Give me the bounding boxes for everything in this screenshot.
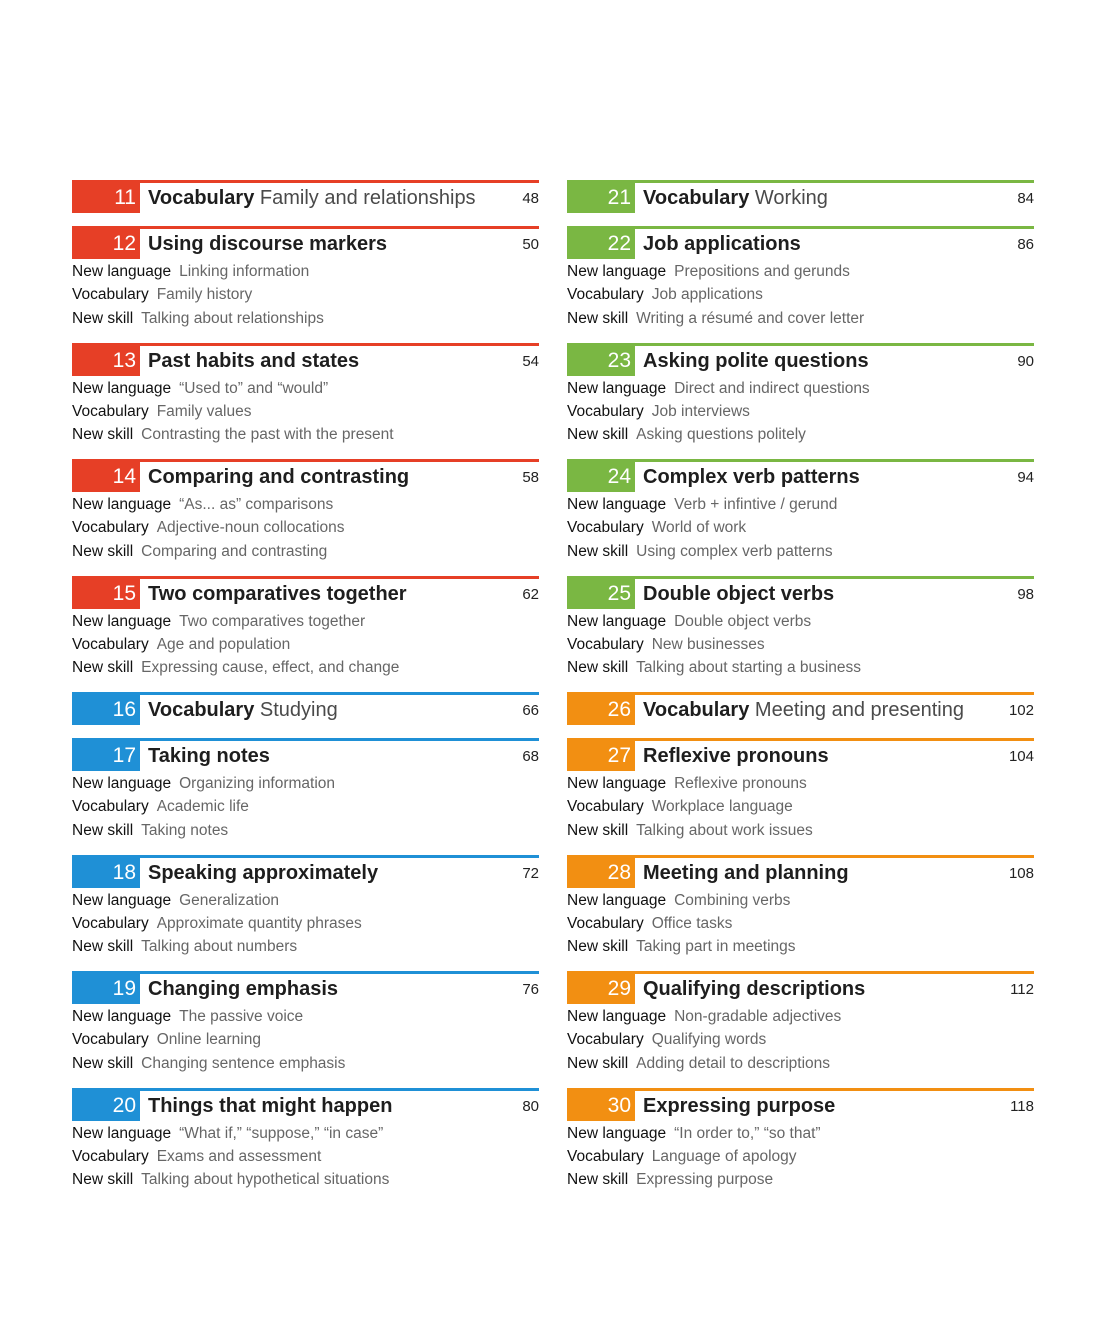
- new-skill-label: New skill: [567, 1171, 629, 1189]
- unit-number: 16: [72, 695, 140, 725]
- vocabulary-label: Vocabulary: [567, 914, 644, 932]
- entry-header: [567, 858, 1034, 888]
- new-skill-value: Taking notes: [141, 821, 229, 839]
- new-language-line: [72, 1005, 539, 1028]
- toc-entry[interactable]: [567, 576, 1034, 693]
- toc-entry[interactable]: [72, 971, 539, 1088]
- new-skill-value: Taking part in meetings: [636, 938, 796, 956]
- new-skill-label: New skill: [567, 309, 629, 327]
- page-number: 94: [1017, 469, 1034, 486]
- new-skill-label: New skill: [567, 821, 629, 839]
- vocabulary-line: [72, 400, 539, 423]
- new-language-label: New language: [567, 775, 667, 792]
- new-language-line: [72, 772, 539, 795]
- new-skill-line: [567, 540, 1034, 563]
- new-skill-value: Talking about hypothetical situations: [141, 1171, 390, 1189]
- unit-number: 13: [72, 346, 140, 376]
- new-language-label: New language: [567, 496, 667, 513]
- unit-details: [72, 259, 539, 330]
- unit-title-text: Meeting and planning: [643, 861, 849, 884]
- page-number: 80: [522, 1097, 539, 1115]
- vocabulary-line: [72, 283, 539, 306]
- toc-entry[interactable]: [72, 692, 539, 738]
- page-number: 62: [522, 585, 539, 603]
- new-skill-label: New skill: [72, 542, 134, 560]
- vocabulary-value: Approximate quantity phrases: [156, 914, 362, 932]
- new-skill-value: Talking about relationships: [141, 309, 324, 327]
- new-language-line: [72, 493, 539, 516]
- unit-details: [567, 609, 1034, 680]
- unit-title: [148, 974, 338, 1004]
- new-skill-value: Writing a résumé and cover letter: [636, 309, 865, 327]
- vocabulary-line: [567, 795, 1034, 818]
- toc-entry[interactable]: [567, 180, 1034, 226]
- toc-entry[interactable]: [72, 180, 539, 226]
- page-number: 118: [1010, 1097, 1034, 1115]
- unit-title-text: Vocabulary: [643, 699, 750, 721]
- vocabulary-label: Vocabulary: [72, 519, 149, 537]
- new-language-value: Prepositions and gerunds: [674, 263, 850, 280]
- new-language-label: New language: [72, 263, 172, 280]
- unit-title: [643, 346, 869, 376]
- new-language-label: New language: [72, 1008, 172, 1025]
- entry-header: [567, 229, 1034, 259]
- unit-details: [72, 376, 539, 447]
- page-number: 84: [1017, 190, 1034, 207]
- unit-title: [148, 1091, 392, 1121]
- toc-entry[interactable]: [567, 692, 1034, 738]
- unit-title-text: Reflexive pronouns: [643, 745, 829, 767]
- new-language-value: Non-gradable adjectives: [674, 1008, 842, 1025]
- unit-title-text: Complex verb patterns: [643, 466, 860, 488]
- new-skill-line: [567, 307, 1034, 330]
- toc-entry[interactable]: [72, 459, 539, 576]
- unit-title: [148, 579, 407, 609]
- unit-title-text: Vocabulary: [148, 699, 255, 721]
- unit-title: [643, 229, 801, 259]
- unit-number: 23: [567, 346, 635, 376]
- unit-number: 29: [567, 974, 635, 1004]
- unit-title: [148, 695, 338, 725]
- new-language-line: [567, 610, 1034, 633]
- new-skill-value: Contrasting the past with the present: [141, 426, 394, 444]
- new-language-value: “As... as” comparisons: [179, 496, 334, 513]
- new-language-line: [567, 1122, 1034, 1145]
- unit-title-text: Vocabulary: [148, 187, 255, 209]
- entry-header: [567, 579, 1034, 609]
- entry-header: [567, 695, 1034, 725]
- new-language-label: New language: [567, 1008, 667, 1025]
- vocabulary-line: [567, 1028, 1034, 1051]
- vocabulary-line: [72, 516, 539, 539]
- unit-title-text: Asking polite questions: [643, 349, 869, 372]
- vocabulary-line: [567, 400, 1034, 423]
- vocabulary-line: [567, 633, 1034, 656]
- page-number: 90: [1017, 352, 1034, 370]
- unit-number: 21: [567, 183, 635, 213]
- toc-entry[interactable]: [72, 226, 539, 343]
- vocabulary-label: Vocabulary: [567, 286, 644, 304]
- new-skill-value: Talking about work issues: [636, 821, 813, 839]
- contents-column-left: [72, 180, 539, 1204]
- new-language-value: “In order to,” “so that”: [674, 1124, 821, 1142]
- toc-entry[interactable]: [72, 1088, 539, 1205]
- vocabulary-value: Online learning: [156, 1031, 261, 1049]
- vocabulary-line: [567, 912, 1034, 935]
- new-language-label: New language: [567, 1124, 667, 1142]
- unit-title-text: Job applications: [643, 233, 801, 255]
- new-language-value: Combining verbs: [674, 891, 791, 909]
- vocabulary-value: New businesses: [651, 635, 765, 653]
- new-skill-label: New skill: [567, 426, 629, 444]
- vocabulary-value: Job applications: [651, 286, 763, 304]
- vocabulary-line: [72, 912, 539, 935]
- new-language-value: Verb + infintive / gerund: [674, 496, 838, 513]
- new-skill-label: New skill: [72, 938, 134, 956]
- vocabulary-line: [567, 283, 1034, 306]
- new-language-line: [72, 260, 539, 283]
- unit-details: [72, 492, 539, 563]
- entry-header: [72, 858, 539, 888]
- unit-title-text: Speaking approximately: [148, 861, 379, 884]
- new-skill-label: New skill: [567, 542, 629, 560]
- vocabulary-label: Vocabulary: [72, 402, 149, 420]
- new-language-value: Reflexive pronouns: [674, 775, 807, 792]
- vocabulary-label: Vocabulary: [567, 402, 644, 420]
- unit-title-text: Qualifying descriptions: [643, 978, 866, 1000]
- new-language-line: [567, 772, 1034, 795]
- new-skill-line: [72, 656, 539, 679]
- entry-header: [567, 974, 1034, 1004]
- page-number: 76: [522, 981, 539, 998]
- unit-title: [148, 462, 409, 492]
- unit-details: [567, 771, 1034, 842]
- vocabulary-value: Qualifying words: [651, 1031, 767, 1049]
- new-skill-value: Expressing cause, effect, and change: [141, 659, 400, 677]
- unit-title: [643, 462, 860, 492]
- unit-details: [567, 492, 1034, 563]
- vocabulary-value: Family values: [156, 402, 252, 420]
- new-language-value: Generalization: [179, 891, 280, 909]
- entry-header: [567, 183, 1034, 213]
- page-number: 66: [522, 702, 539, 719]
- vocabulary-label: Vocabulary: [72, 798, 149, 816]
- entry-header: [72, 695, 539, 725]
- new-skill-line: [72, 935, 539, 958]
- new-skill-line: [567, 1168, 1034, 1191]
- entry-header: [72, 229, 539, 259]
- new-language-label: New language: [567, 612, 667, 630]
- vocabulary-line: [72, 633, 539, 656]
- page-number: 58: [522, 469, 539, 486]
- new-skill-label: New skill: [567, 938, 629, 956]
- new-language-line: [72, 1122, 539, 1145]
- new-skill-line: [72, 423, 539, 446]
- entry-header: [567, 346, 1034, 376]
- unit-subtitle: Working: [754, 187, 828, 209]
- unit-number: 17: [72, 741, 140, 771]
- new-language-line: [72, 889, 539, 912]
- vocabulary-label: Vocabulary: [72, 914, 149, 932]
- new-language-line: [567, 1005, 1034, 1028]
- unit-title: [643, 183, 828, 213]
- unit-title: [148, 741, 270, 771]
- new-skill-label: New skill: [72, 821, 134, 839]
- new-language-label: New language: [567, 891, 667, 909]
- entry-header: [72, 462, 539, 492]
- new-skill-value: Changing sentence emphasis: [141, 1054, 346, 1072]
- new-skill-label: New skill: [72, 659, 134, 677]
- unit-details: [567, 259, 1034, 330]
- page-number: 48: [522, 190, 539, 207]
- unit-number: 20: [72, 1091, 140, 1121]
- unit-title-text: Vocabulary: [643, 187, 750, 209]
- page-number: 104: [1008, 748, 1034, 765]
- vocabulary-value: Language of apology: [651, 1147, 797, 1165]
- new-skill-label: New skill: [72, 426, 134, 444]
- vocabulary-line: [72, 1145, 539, 1168]
- toc-entry[interactable]: [72, 738, 539, 855]
- unit-number: 11: [72, 183, 140, 213]
- new-language-line: [567, 260, 1034, 283]
- page-number: 54: [522, 352, 539, 370]
- unit-number: 18: [72, 858, 140, 888]
- vocabulary-value: Office tasks: [651, 914, 733, 932]
- new-skill-label: New skill: [567, 1054, 629, 1072]
- vocabulary-value: Academic life: [156, 798, 249, 816]
- toc-entry[interactable]: [567, 855, 1034, 972]
- page-number: 86: [1017, 236, 1034, 253]
- vocabulary-value: World of work: [651, 519, 747, 537]
- vocabulary-label: Vocabulary: [567, 1031, 644, 1049]
- entry-header: [72, 183, 539, 213]
- entry-header: [72, 579, 539, 609]
- new-language-label: New language: [72, 891, 172, 909]
- unit-number: 19: [72, 974, 140, 1004]
- new-skill-line: [72, 307, 539, 330]
- new-skill-line: [72, 540, 539, 563]
- unit-title: [148, 858, 378, 888]
- entry-header: [567, 462, 1034, 492]
- contents-column-right: [567, 180, 1034, 1204]
- toc-entry[interactable]: [72, 576, 539, 693]
- unit-title: [148, 183, 476, 213]
- unit-number: 27: [567, 741, 635, 771]
- unit-title: [148, 229, 387, 259]
- new-skill-line: [567, 656, 1034, 679]
- new-skill-line: [567, 819, 1034, 842]
- unit-details: [72, 771, 539, 842]
- unit-title: [643, 579, 834, 609]
- new-skill-label: New skill: [567, 659, 629, 677]
- unit-details: [72, 609, 539, 680]
- new-language-label: New language: [72, 1124, 172, 1142]
- vocabulary-label: Vocabulary: [567, 519, 644, 537]
- new-skill-line: [567, 423, 1034, 446]
- toc-entry[interactable]: [567, 343, 1034, 460]
- unit-number: 12: [72, 229, 140, 259]
- new-language-line: [567, 377, 1034, 400]
- vocabulary-line: [567, 1145, 1034, 1168]
- vocabulary-label: Vocabulary: [72, 635, 149, 653]
- unit-title-text: Comparing and contrasting: [148, 466, 410, 488]
- new-skill-value: Adding detail to descriptions: [636, 1054, 831, 1072]
- toc-entry[interactable]: [567, 459, 1034, 576]
- new-language-line: [72, 610, 539, 633]
- toc-entry[interactable]: [72, 855, 539, 972]
- new-language-line: [567, 493, 1034, 516]
- vocabulary-value: Exams and assessment: [156, 1147, 322, 1165]
- page-number: 68: [522, 748, 539, 765]
- new-language-label: New language: [72, 496, 172, 513]
- page-number: 102: [1008, 702, 1034, 719]
- entry-header: [72, 346, 539, 376]
- new-language-value: The passive voice: [179, 1008, 304, 1025]
- vocabulary-value: Workplace language: [651, 798, 793, 816]
- unit-title: [643, 695, 964, 725]
- unit-number: 22: [567, 229, 635, 259]
- entry-header: [72, 1091, 539, 1121]
- vocabulary-value: Family history: [156, 286, 253, 304]
- new-skill-line: [567, 935, 1034, 958]
- unit-subtitle: Family and relationships: [259, 187, 476, 209]
- unit-title-text: Using discourse markers: [148, 233, 387, 255]
- entry-header: [567, 1091, 1034, 1121]
- new-language-line: [72, 377, 539, 400]
- vocabulary-value: Job interviews: [651, 402, 750, 420]
- page-number: 98: [1017, 585, 1034, 603]
- new-language-value: Direct and indirect questions: [674, 379, 870, 397]
- toc-entry[interactable]: [567, 738, 1034, 855]
- new-skill-line: [567, 1052, 1034, 1075]
- unit-details: [567, 1004, 1034, 1075]
- vocabulary-label: Vocabulary: [567, 1147, 644, 1165]
- vocabulary-value: Age and population: [156, 635, 291, 653]
- page-number: 112: [1010, 981, 1034, 998]
- unit-number: 25: [567, 579, 635, 609]
- new-skill-line: [72, 1168, 539, 1191]
- new-skill-label: New skill: [72, 1054, 134, 1072]
- new-language-value: Double object verbs: [674, 612, 812, 630]
- unit-title: [148, 346, 359, 376]
- unit-details: [72, 888, 539, 959]
- toc-entry[interactable]: [567, 226, 1034, 343]
- new-language-label: New language: [567, 263, 667, 280]
- unit-title-text: Changing emphasis: [148, 978, 339, 1000]
- vocabulary-line: [72, 795, 539, 818]
- entry-header: [567, 741, 1034, 771]
- vocabulary-label: Vocabulary: [72, 286, 149, 304]
- vocabulary-label: Vocabulary: [72, 1147, 149, 1165]
- unit-title-text: Past habits and states: [148, 349, 360, 372]
- new-skill-value: Talking about starting a business: [636, 659, 862, 677]
- unit-number: 28: [567, 858, 635, 888]
- vocabulary-line: [567, 516, 1034, 539]
- new-language-value: “What if,” “suppose,” “in case”: [179, 1124, 384, 1142]
- unit-number: 30: [567, 1091, 635, 1121]
- toc-entry[interactable]: [567, 1088, 1034, 1205]
- new-language-value: Organizing information: [179, 775, 336, 792]
- vocabulary-label: Vocabulary: [567, 798, 644, 816]
- page-number: 50: [522, 236, 539, 253]
- unit-title-text: Two comparatives together: [148, 582, 407, 605]
- vocabulary-label: Vocabulary: [567, 635, 644, 653]
- new-language-value: Two comparatives together: [179, 612, 366, 630]
- unit-title-text: Taking notes: [148, 745, 270, 767]
- new-skill-line: [72, 819, 539, 842]
- entry-header: [72, 974, 539, 1004]
- new-language-label: New language: [567, 379, 667, 397]
- new-skill-value: Expressing purpose: [636, 1171, 774, 1189]
- new-language-label: New language: [72, 379, 172, 397]
- unit-number: 14: [72, 462, 140, 492]
- unit-number: 26: [567, 695, 635, 725]
- unit-details: [567, 888, 1034, 959]
- unit-title: [643, 858, 849, 888]
- new-skill-value: Talking about numbers: [141, 938, 298, 956]
- unit-title: [643, 741, 829, 771]
- new-skill-line: [72, 1052, 539, 1075]
- new-skill-value: Asking questions politely: [636, 426, 806, 444]
- entry-header: [72, 741, 539, 771]
- vocabulary-value: Adjective-noun collocations: [156, 519, 345, 537]
- unit-subtitle: Meeting and presenting: [754, 699, 964, 721]
- toc-entry[interactable]: [567, 971, 1034, 1088]
- new-language-line: [567, 889, 1034, 912]
- page-number: 72: [522, 864, 539, 882]
- unit-subtitle: Studying: [259, 699, 338, 721]
- unit-details: [72, 1121, 539, 1192]
- unit-title: [643, 974, 865, 1004]
- unit-title-text: Double object verbs: [643, 582, 835, 605]
- unit-title-text: Expressing purpose: [643, 1094, 836, 1117]
- unit-number: 15: [72, 579, 140, 609]
- new-skill-label: New skill: [72, 309, 134, 327]
- new-language-value: “Used to” and “would”: [179, 379, 329, 397]
- toc-entry[interactable]: [72, 343, 539, 460]
- new-skill-label: New skill: [72, 1171, 134, 1189]
- vocabulary-line: [72, 1028, 539, 1051]
- new-skill-value: Using complex verb patterns: [636, 542, 833, 560]
- new-language-label: New language: [72, 612, 172, 630]
- unit-details: [72, 1004, 539, 1075]
- new-language-value: Linking information: [179, 263, 310, 280]
- new-skill-value: Comparing and contrasting: [141, 542, 328, 560]
- new-language-label: New language: [72, 775, 172, 792]
- page-number: 108: [1008, 864, 1034, 882]
- vocabulary-label: Vocabulary: [72, 1031, 149, 1049]
- unit-number: 24: [567, 462, 635, 492]
- unit-details: [567, 1121, 1034, 1192]
- unit-title-text: Things that might happen: [148, 1094, 393, 1117]
- unit-details: [567, 376, 1034, 447]
- unit-title: [643, 1091, 835, 1121]
